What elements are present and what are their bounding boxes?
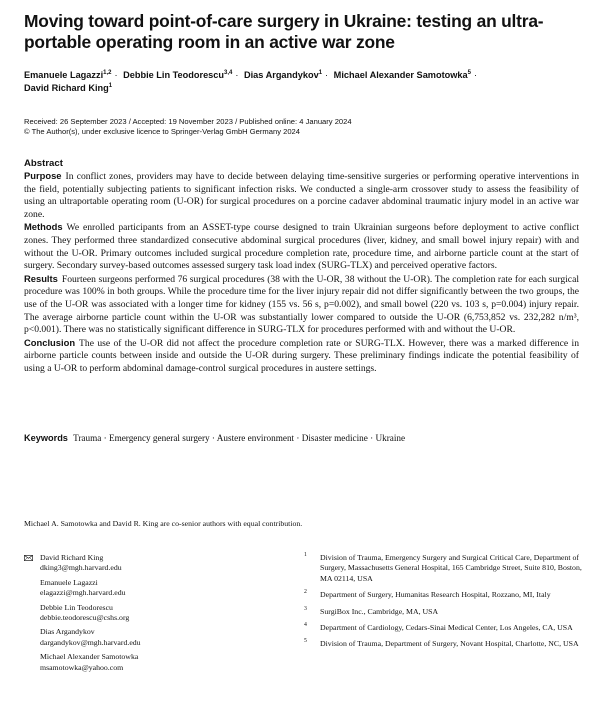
affiliation-text: Department of Cardiology, Cedars-Sinai Medical Center, Los Angeles, CA, USA	[320, 623, 573, 633]
affiliation	[304, 623, 584, 633]
corresponding-author	[24, 553, 254, 574]
abstract-methods	[24, 221, 579, 272]
envelope-icon	[24, 555, 33, 561]
abstract-conclusion	[24, 337, 579, 376]
publication-dates	[24, 117, 352, 137]
contact-email[interactable]: debbie.teodorescu@cshs.org	[40, 613, 130, 623]
author-name: Dias Argandykov	[243, 70, 319, 80]
keywords-text: Trauma · Emergency general surgery · Austere environment · Disaster medicine · Ukraine	[73, 433, 406, 443]
affiliation-text: Division of Trauma, Emergency Surgery and Surgical Critical Care, Department of Surgery, Massachusetts General Hospital, 165 Cambridge Street, Suite 810, Boston, MA 02114, USA	[320, 553, 582, 583]
affiliation	[304, 639, 584, 649]
author-affiliation-ref: 3,4	[224, 70, 233, 76]
affiliation-number: 3	[304, 605, 307, 612]
author-contacts	[24, 553, 254, 677]
affiliation-text: SurgiBox Inc., Cambridge, MA, USA	[320, 606, 439, 616]
contact-email[interactable]: elagazzi@mgh.harvard.edu	[40, 588, 126, 598]
author-name: Debbie Lin Teodorescu	[123, 70, 225, 80]
contact-email[interactable]: msamotowka@yahoo.com	[40, 662, 124, 672]
keywords-label: Keywords	[24, 433, 68, 443]
contact-name: Emanuele Lagazzi	[40, 577, 98, 587]
affiliation-number: 4	[304, 622, 307, 629]
contact-email[interactable]: dargandykov@mgh.harvard.edu	[40, 637, 141, 647]
author-contact	[24, 652, 254, 673]
results-label: Results	[24, 272, 58, 284]
abstract-heading: Abstract	[24, 158, 63, 169]
contact-name: Debbie Lin Teodorescu	[40, 602, 113, 612]
co-senior-note: Michael A. Samotowka and David R. King are co-senior authors with equal contribution.	[24, 519, 303, 528]
results-text: Fourteen surgeons performed 76 surgical procedures (38 with the U-OR, 38 without the U-OR). The completion rate for each surgical procedure was 100% in both groups. While the procedure time for the liver injury repair did not differ significantly between the two groups, the use of the U-OR was associated with a longer time for kidney (155 vs. 56 s, p=0.002), and small bowel (220 vs. 103 s, p=0.004) injury repair. The average airborne particle count within the U-OR was substantially lower compared to outside the U-OR (6,753,852 vs. 232,282 n/m³, p<0.001). There was no statistically significant difference in SURG-TLX for procedures performed with and without the U-OR.	[24, 273, 579, 336]
contact-email[interactable]: dking3@mgh.harvard.edu	[40, 563, 122, 573]
affiliation-text: Department of Surgery, Humanitas Research Hospital, Rozzano, MI, Italy	[320, 590, 551, 600]
affiliation-number: 1	[304, 552, 307, 558]
author-name: Emanuele Lagazzi	[24, 70, 104, 80]
abstract	[24, 158, 579, 376]
conclusion-label: Conclusion	[24, 336, 76, 348]
affiliation-number: 5	[304, 638, 307, 645]
affiliation	[304, 553, 584, 584]
copyright-notice: © The Author(s), under exclusive licence to Springer-Verlag GmbH Germany 2024	[24, 127, 301, 136]
purpose-label: Purpose	[24, 170, 62, 181]
conclusion-text: The use of the U-OR did not affect the procedure completion rate or SURG-TLX. However, there was a marked difference in airborne particle counts between inside and outside the U-OR during surgery. These preliminary findings indicate the potential feasibility of using a U-OR to perform abdominal damage-control surgical procedures in austere settings.	[24, 337, 579, 374]
keywords	[24, 432, 579, 444]
methods-text: We enrolled participants from an ASSET-type course designed to train Ukrainian surgeons before deployment to active conflict zones. They performed three standardized consecutive abdominal surgical procedures (liver, kidney, and small bowel injury repair) with and without the U-OR. Primary outcomes included surgical procedure completion rate, procedure time, and airborne particle count at the start of surgery. Secondary survey-based outcomes assessed surgery task load index (SURG-TLX) and perceived operative factors.	[24, 222, 579, 272]
affiliation-number: 2	[304, 589, 307, 596]
contact-name: David Richard King	[40, 553, 104, 562]
abstract-results	[24, 273, 579, 337]
affiliations	[304, 553, 584, 656]
methods-label: Methods	[24, 221, 63, 233]
affiliation	[304, 590, 584, 600]
contact-name: Michael Alexander Samotowka	[40, 652, 139, 662]
contact-name: Dias Argandykov	[40, 627, 95, 637]
author-list: Emanuele Lagazzi$^{1,2}$ · Debbie Lin Teodorescu$^{3,4}$ · Dias Argandykov$^1$ · Michael Alexander Samotowka$^5$ · David Richard King$^1$	[24, 70, 478, 93]
history-dates: Received: 26 September 2023 / Accepted: 19 November 2023 / Published online: 4 January 2024	[24, 117, 352, 126]
author-affiliation-ref: 1	[318, 70, 323, 76]
purpose-text: In conflict zones, providers may have to decide between delaying time-sensitive surgeries or performing operative interventions in the field, potentially subjecting patients to significant infection risks. We conducted a single-arm crossover study to assess the feasibility of using an ultraportable operating room (U-OR) for surgical procedures on a porcine cadaver abdominal traumatic injury model in an active war zone.	[24, 171, 579, 220]
article-title: Moving toward point-of-care surgery in Ukraine: testing an ultra-portable operating room in an active war zone	[24, 11, 544, 52]
author-name: Michael Alexander Samotowka	[333, 70, 468, 80]
author-contact	[24, 603, 254, 624]
affiliation	[304, 607, 584, 617]
author-contact	[24, 627, 254, 648]
abstract-purpose	[24, 170, 579, 221]
author-affiliation-ref: 1	[108, 83, 113, 89]
affiliation-text: Division of Trauma, Department of Surgery, Novant Hospital, Charlotte, NC, USA	[320, 639, 579, 649]
author-name: David Richard King	[24, 83, 109, 93]
author-contact	[24, 578, 254, 599]
author-affiliation-ref: 5	[467, 70, 471, 76]
author-affiliation-ref: 1,2	[103, 70, 112, 76]
